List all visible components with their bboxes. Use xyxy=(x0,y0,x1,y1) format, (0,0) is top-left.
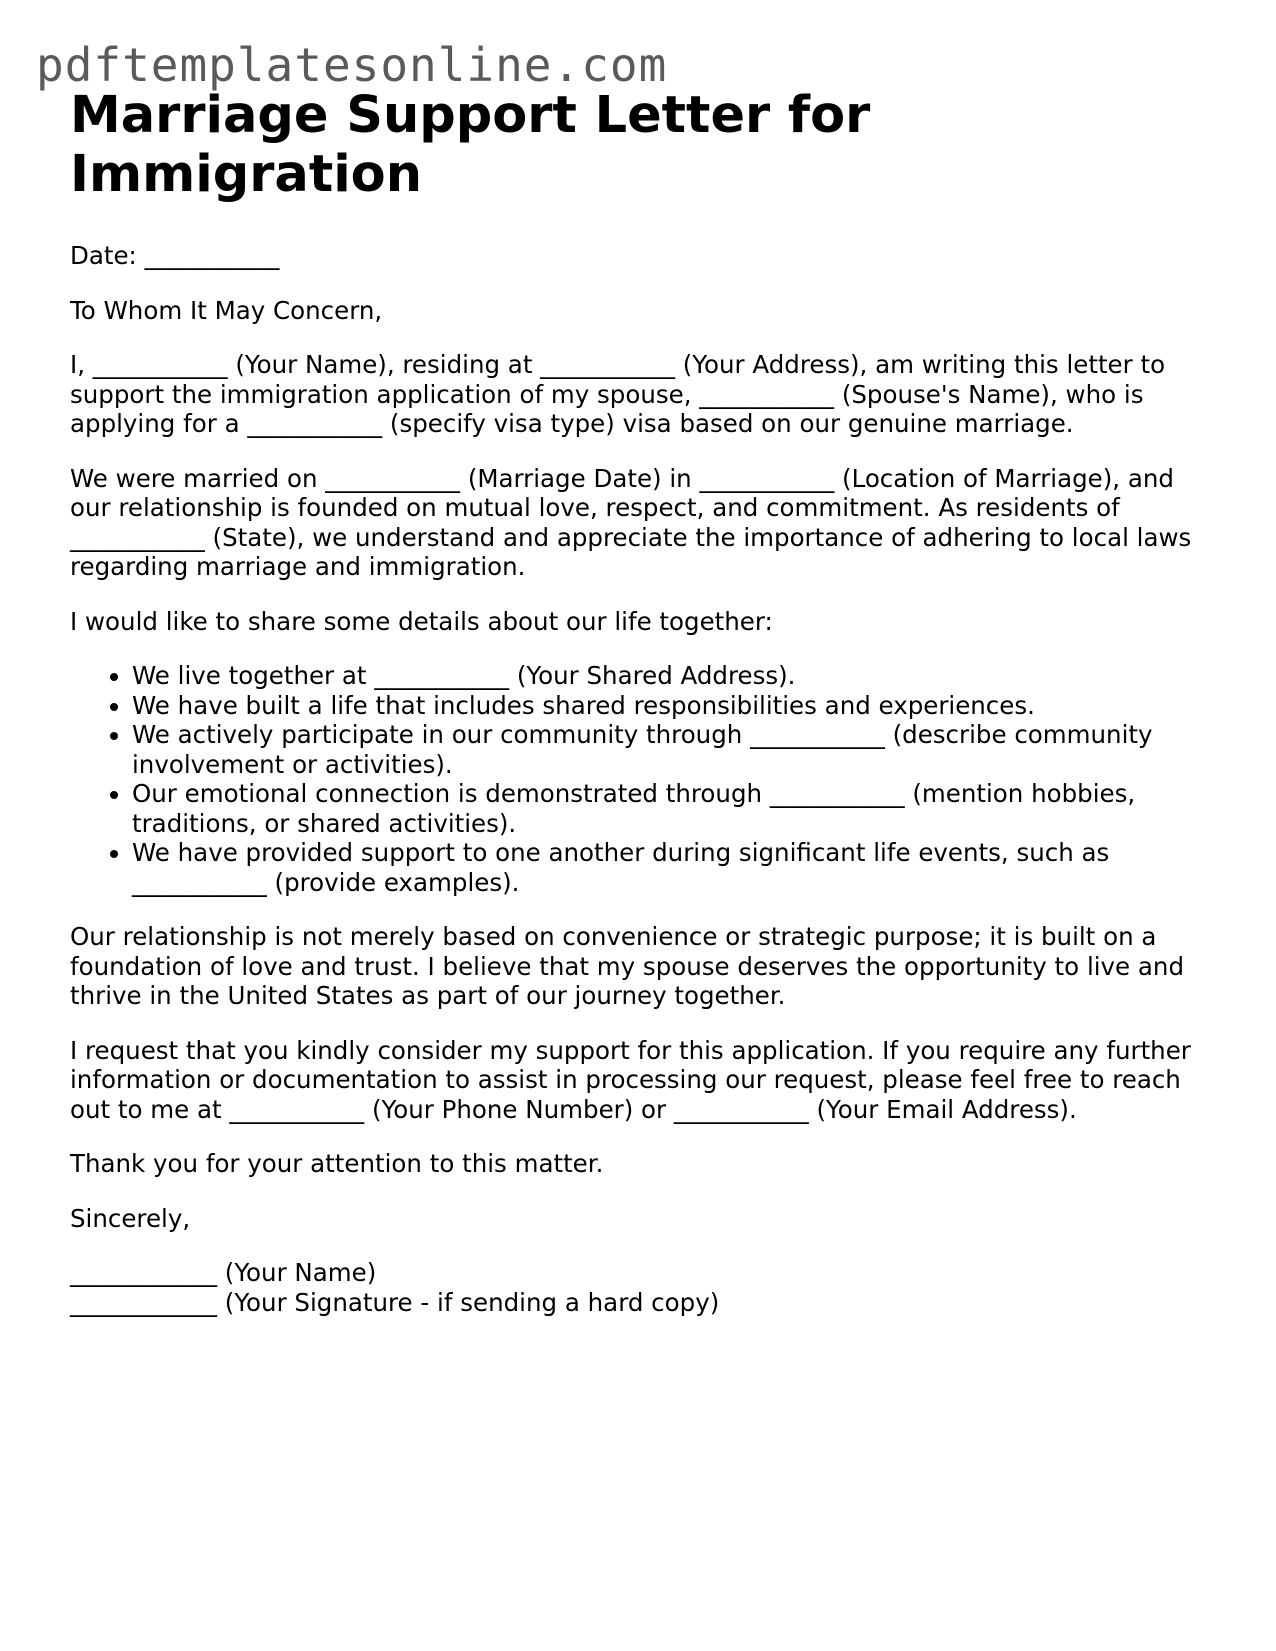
request-paragraph: I request that you kindly consider my support for this application. If you require any further information or documentation to assist in processing our request, please feel free to reach out to me at ___________ (Your Phone Number) or ___________ (Your Email Address). xyxy=(70,1035,1191,1124)
marriage-paragraph: We were married on ___________ (Marriage Date) in ___________ (Location of Marriage), and our relationship is founded on mutual love, respect, and commitment. As residents of ___________ (State), we understand and appreciate the importance of adhering to local laws regarding marriage and immigration. xyxy=(70,463,1192,581)
signature-block xyxy=(70,1258,1220,1317)
closing: Sincerely, xyxy=(70,1203,191,1233)
details-list xyxy=(70,661,1220,897)
list-item: • We have built a life that includes shared responsibilities and experiences. xyxy=(132,691,1220,721)
watermark: pdftemplatesonline.com xyxy=(36,38,668,92)
list-item: • Our emotional connection is demonstrated through ___________ (mention hobbies, traditions, or shared activities). xyxy=(132,779,1220,838)
letter-body xyxy=(70,241,1220,1317)
salutation: To Whom It May Concern, xyxy=(70,295,383,325)
list-item: • We live together at ___________ (Your Shared Address). xyxy=(132,661,1220,691)
intro-paragraph: I, ___________ (Your Name), residing at ___________ (Your Address), am writing this letter to support the immigration application of my spouse, ___________ (Spouse's Name), who is applying for a ___________ (specify visa type) visa based on our genuine marriage. xyxy=(70,350,1166,438)
details-intro: I would like to share some details about our life together: xyxy=(70,606,773,636)
document-title: Marriage Support Letter for Immigration xyxy=(70,86,871,204)
list-item: • We actively participate in our community through ___________ (describe community involvement or activities). xyxy=(132,720,1220,779)
thanks-paragraph: Thank you for your attention to this matter. xyxy=(70,1149,604,1178)
date-line: Date: ___________ xyxy=(70,241,280,270)
signature-line: ____________ (Your Signature - if sending a hard copy) xyxy=(70,1287,720,1317)
relationship-paragraph: Our relationship is not merely based on convenience or strategic purpose; it is built on a foundation of love and trust. I believe that my spouse deserves the opportunity to live and thrive in the United States as part of our journey together. xyxy=(70,922,1185,1010)
letter-document xyxy=(70,86,1220,1317)
signature-name-line: ____________ (Your Name) xyxy=(70,1258,377,1287)
list-item: • We have provided support to one another during significant life events, such as ___________ (provide examples). xyxy=(132,838,1220,897)
